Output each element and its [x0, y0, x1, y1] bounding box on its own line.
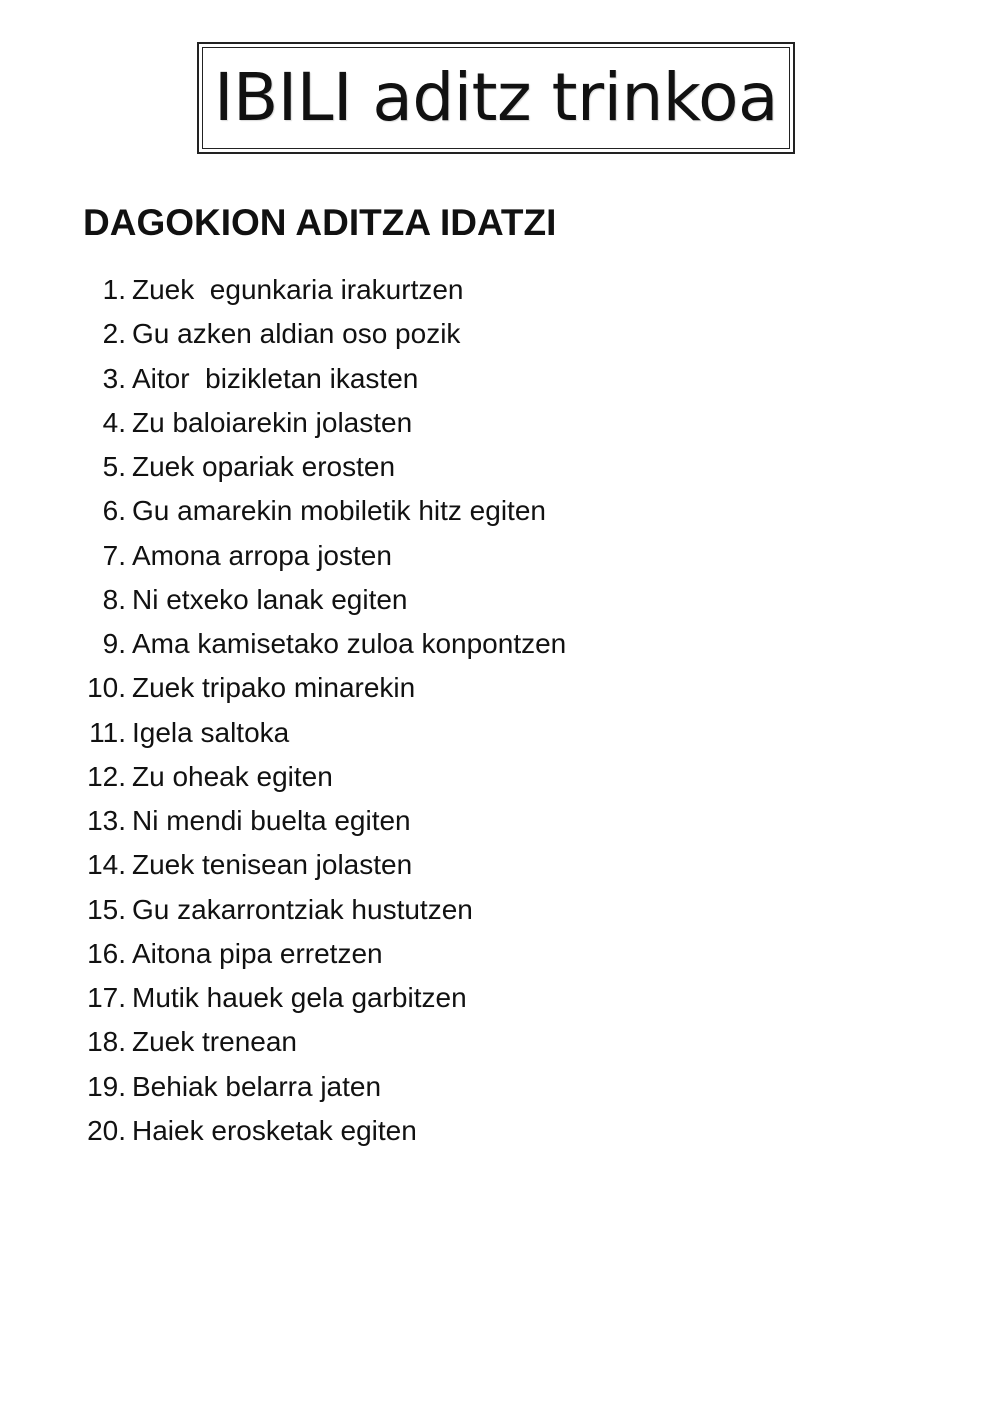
list-item	[0, 932, 1000, 976]
item-sentence: Zu oheak egiten	[132, 760, 333, 792]
item-sentence: Ni mendi buelta egiten	[132, 805, 411, 836]
item-number: 6.	[102, 495, 126, 527]
item-number: 1.	[102, 274, 126, 305]
item-number: 19.	[87, 1070, 126, 1102]
item-number: 5.	[102, 451, 126, 482]
item-number: 16.	[87, 937, 126, 969]
list-item	[0, 1020, 1000, 1064]
list-item	[0, 755, 1000, 799]
item-sentence: Zuek trenean	[132, 1026, 297, 1058]
item-sentence: Zuek tenisean jolasten	[132, 849, 413, 881]
list-item	[0, 1109, 1000, 1153]
item-sentence: Aitor bizikletan ikasten	[132, 362, 419, 394]
item-sentence: Aitona pipa erretzen	[132, 937, 383, 969]
item-number: 2.	[102, 318, 126, 350]
item-number: 4.	[102, 406, 126, 438]
item-number: 7.	[102, 539, 126, 571]
list-item	[0, 489, 1000, 533]
list-item	[0, 268, 1000, 312]
list-item	[0, 534, 1000, 578]
item-number: 17.	[87, 982, 126, 1013]
list-item	[0, 976, 1000, 1020]
item-sentence: Ama kamisetako zuloa konpontzen	[132, 628, 567, 659]
list-item	[0, 1065, 1000, 1109]
item-sentence: Gu amarekin mobiletik hitz egiten	[132, 495, 546, 527]
page-title: IBILI aditz trinkoa	[214, 59, 778, 136]
title-inner-frame	[202, 47, 790, 149]
item-number: 3.	[102, 362, 126, 394]
list-item	[0, 312, 1000, 356]
item-sentence: Mutik hauek gela garbitzen	[132, 982, 467, 1013]
item-sentence: Amona arropa josten	[132, 539, 392, 571]
item-number: 11.	[89, 716, 126, 748]
list-item	[0, 711, 1000, 755]
item-sentence: Zuek egunkaria irakurtzen	[132, 274, 464, 305]
item-sentence: Ni etxeko lanak egiten	[132, 583, 408, 615]
item-sentence: Zu baloiarekin jolasten	[132, 406, 413, 438]
list-item	[0, 666, 1000, 710]
item-number: 12.	[87, 760, 126, 792]
item-number: 14.	[87, 849, 126, 881]
item-sentence: Behiak belarra jaten	[132, 1070, 382, 1102]
list-item	[0, 445, 1000, 489]
item-number: 13.	[87, 805, 126, 836]
item-number: 8.	[102, 583, 126, 615]
instructions-heading: DAGOKION ADITZA IDATZI	[83, 202, 557, 243]
item-sentence: Gu zakarrontziak hustutzen	[132, 893, 473, 925]
item-number: 20.	[87, 1114, 126, 1146]
list-item	[0, 357, 1000, 401]
list-item	[0, 622, 1000, 666]
item-sentence: Zuek tripako minarekin	[132, 672, 416, 704]
title-box	[197, 42, 795, 154]
item-sentence: Zuek opariak erosten	[132, 451, 396, 482]
item-sentence: Haiek erosketak egiten	[132, 1114, 417, 1146]
list-item	[0, 888, 1000, 932]
exercise-list	[0, 268, 1000, 1153]
item-number: 18.	[87, 1026, 126, 1058]
list-item	[0, 799, 1000, 843]
item-number: 15.	[87, 893, 126, 925]
item-sentence: Gu azken aldian oso pozik	[132, 318, 461, 350]
list-item	[0, 843, 1000, 887]
item-sentence: Igela saltoka	[132, 716, 290, 748]
item-number: 9.	[102, 628, 126, 659]
item-number: 10.	[87, 672, 126, 704]
list-item	[0, 578, 1000, 622]
list-item	[0, 401, 1000, 445]
